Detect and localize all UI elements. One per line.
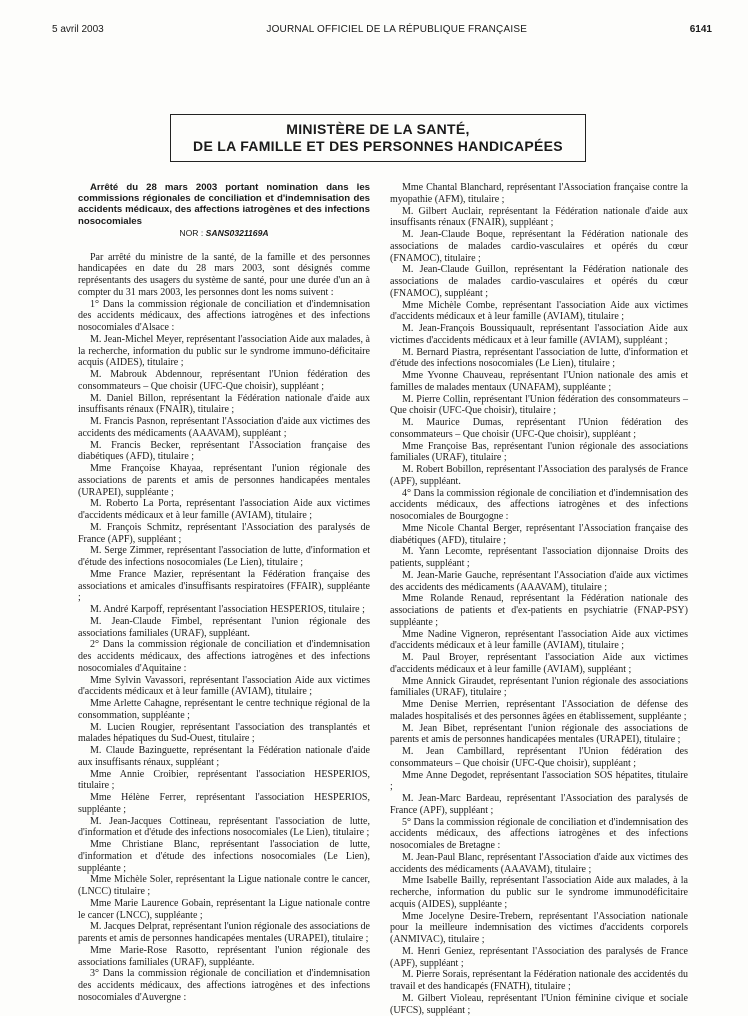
appointment-paragraph: M. Francis Becker, représentant l'Association française des diabétiques (AFD), titulaire ; <box>78 439 370 463</box>
appointment-paragraph: Mme Nadine Vigneron, représentant l'association Aide aux victimes d'accidents médicaux et à leur famille (AVIAM), titulaire ; <box>390 628 688 652</box>
appointment-paragraph: Mme Yvonne Chauveau, représentant l'Union nationale des amis et familles de malades mentaux (UNAFAM), suppléante ; <box>390 370 688 393</box>
appointment-paragraph: M. Jean-Marie Gauche, représentant l'Association d'aide aux victimes des accidents des médicaments (AAAVAM), titulaire ; <box>390 569 688 593</box>
page-header <box>52 22 712 36</box>
appointment-paragraph: Mme Denise Merrien, représentant l'Association de défense des malades hospitalisés et des personnes âgées en établissement, suppléante ; <box>390 699 688 722</box>
appointment-paragraph: Mme Isabelle Bailly, représentant l'association Aide aux malades, à la recherche, information du public sur le syndrome immunodéficitaire acquis (AIDES), suppléante ; <box>390 875 688 910</box>
appointment-paragraph: M. Yann Lecomte, représentant l'association dijonnaise Droits des patients, suppléant ; <box>390 546 688 569</box>
ministry-heading-box <box>170 114 586 162</box>
appointment-paragraph: M. Francis Pasnon, représentant l'Association d'aide aux victimes des accidents des médicaments (AAAVAM), suppléant ; <box>78 416 370 439</box>
appointment-paragraph: M. Jean-Paul Blanc, représentant l'Association d'aide aux victimes des accidents des médicaments (AAAVAM), titulaire ; <box>390 851 688 875</box>
appointment-paragraph: M. Jacques Delprat, représentant l'union régionale des associations de parents et amis de personnes handicapées mentales (URAPEI), titulaire ; <box>78 921 370 945</box>
appointment-paragraph: Mme Christiane Blanc, représentant l'association de lutte, d'information et d'étude des infections nosocomiales (Le Lien), suppléante ; <box>78 839 370 874</box>
appointment-paragraph: M. Lucien Rougier, représentant l'association des transplantés et malades hépatiques du Sud-Ouest, titulaire ; <box>78 721 370 745</box>
appointment-paragraph: Mme Marie-Rose Rasotto, représentant l'union régionale des associations familiales (URAF), suppléante. <box>78 944 370 968</box>
appointment-paragraph: M. Mabrouk Abdennour, représentant l'Union fédération des consommateurs – Que choisir (UFC-Que choisir), suppléant ; <box>78 369 370 392</box>
appointment-paragraph: Mme France Mazier, représentant la Fédération française des associations et amicales d'insuffisants respiratoires (FFAIR), suppléante ; <box>78 568 370 604</box>
appointment-paragraph: M. Henri Geniez, représentant l'Association des paralysés de France (APF), suppléant ; <box>390 945 688 969</box>
appointment-paragraph: M. André Karpoff, représentant l'association HESPERIOS, titulaire ; <box>90 604 365 616</box>
appointment-paragraph: Mme Françoise Khayaa, représentant l'union régionale des associations de parents et amis de personnes handicapées mentales (URAPEI), suppléante ; <box>78 463 370 498</box>
nor-label: NOR : <box>179 227 204 238</box>
appointment-paragraph: Mme Annick Giraudet, représentant l'union régionale des associations familiales (URAF), titulaire ; <box>390 675 688 699</box>
appointment-paragraph: M. Maurice Dumas, représentant l'Union fédération des consommateurs – Que choisir (UFC-Que choisir), suppléant ; <box>390 417 688 440</box>
appointment-paragraph: Mme Jocelyne Desire-Trebern, représentant l'Association nationale pour la meilleure indemnisation des victimes d'accidents corporels (ANMIVAC), titulaire ; <box>390 910 688 945</box>
right-column-body <box>390 182 688 1016</box>
nor-reference <box>78 228 370 240</box>
appointment-paragraph: M. Jean Cambillard, représentant l'Union fédération des consommateurs – Que choisir (UFC-Que choisir), suppléant ; <box>390 746 688 769</box>
appointment-paragraph: 1° Dans la commission régionale de conciliation et d'indemnisation des accidents médicaux, des affections iatrogènes et des infections nosocomiales d'Alsace : <box>78 298 370 334</box>
right-column <box>390 182 688 1016</box>
ministry-heading-line-2: DE LA FAMILLE ET DES PERSONNES HANDICAPÉES <box>193 138 563 154</box>
appointment-paragraph: M. Jean-François Boussiquault, représentant l'association Aide aux victimes d'accidents médicaux et à leur famille (AVIAM), suppléant ; <box>390 323 688 346</box>
appointment-paragraph: 4° Dans la commission régionale de conciliation et d'indemnisation des accidents médicaux, des affections iatrogènes et des infections nosocomiales de Bourgogne : <box>390 487 688 522</box>
appointment-paragraph: Mme Rolande Renaud, représentant la Fédération nationale des associations de patients et d'ex-patients en psychiatrie (FNAP-PSY) suppléante ; <box>390 593 688 628</box>
appointment-paragraph: M. Paul Broyer, représentant l'association Aide aux victimes d'accidents médicaux et à leur famille (AVIAM), suppléant ; <box>390 652 688 675</box>
appointment-paragraph: M. Bernard Piastra, représentant l'association de lutte, d'information et d'étude des infections nosocomiales (Le Lien), titulaire ; <box>390 346 688 370</box>
left-column <box>78 182 370 1003</box>
appointment-paragraph: M. Gilbert Auclair, représentant la Fédération nationale d'aide aux insuffisants rénaux (FNAIR), suppléant ; <box>390 205 688 229</box>
appointment-paragraph: Mme Hélène Ferrer, représentant l'association HESPERIOS, suppléante ; <box>78 792 370 815</box>
appointment-paragraph: Mme Annie Croibier, représentant l'association HESPERIOS, titulaire ; <box>78 768 370 792</box>
appointment-paragraph: Mme Nicole Chantal Berger, représentant l'Association française des diabétiques (AFD), titulaire ; <box>390 522 688 546</box>
appointment-paragraph: M. Jean-Michel Meyer, représentant l'association Aide aux malades, à la recherche, information du public sur le syndrome immuno-déficitaire acquis (AIDES), titulaire ; <box>78 333 370 369</box>
appointment-paragraph: Mme Marie Laurence Gobain, représentant la Ligue nationale contre le cancer (LNCC), suppléante ; <box>78 897 370 921</box>
appointment-paragraph: M. Jean-Claude Guillon, représentant la Fédération nationale des associations de malades cardio-vasculaires et opérés du cœur (FNAMOC), suppléant ; <box>390 264 688 299</box>
ministry-heading-line-1: MINISTÈRE DE LA SANTÉ, <box>286 121 470 137</box>
appointment-paragraph: Mme Anne Degodet, représentant l'association SOS hépatites, titulaire ; <box>390 769 688 793</box>
appointment-paragraph: M. Robert Bobillon, représentant l'Association des paralysés de France (APF), suppléant. <box>390 464 688 487</box>
appointment-paragraph: M. Jean-Claude Fimbel, représentant l'union régionale des associations familiales (URAF), suppléant. <box>78 615 370 639</box>
appointment-paragraph: M. Jean-Marc Bardeau, représentant l'Association des paralysés de France (APF), suppléant ; <box>390 793 688 816</box>
publication-date: 5 avril 2003 <box>52 23 104 35</box>
appointment-paragraph: Mme Michèle Combe, représentant l'association Aide aux victimes d'accidents médicaux et à leur famille (AVIAM), titulaire ; <box>390 299 688 323</box>
appointment-paragraph: M. Pierre Collin, représentant l'Union fédération des consommateurs – Que choisir (UFC-Que choisir), titulaire ; <box>390 393 688 417</box>
appointment-paragraph: Mme Arlette Cahagne, représentant le centre technique régional de la consommation, suppléante ; <box>78 698 370 721</box>
appointment-paragraph: Mme Sylvin Vavassori, représentant l'association Aide aux victimes d'accidents médicaux et à leur famille (AVIAM), titulaire ; <box>78 674 370 698</box>
appointment-paragraph: M. Jean Bibet, représentant l'union régionale des associations de parents et amis de personnes handicapées mentales (URAPEI), titulaire ; <box>390 722 688 746</box>
journal-title: JOURNAL OFFICIEL DE LA RÉPUBLIQUE FRANÇAISE <box>266 23 528 35</box>
page-number: 6141 <box>689 23 712 35</box>
appointment-paragraph: M. Pierre Sorais, représentant la Fédération nationale des accidentés du travail et des handicapés (FNATH), titulaire ; <box>390 969 688 992</box>
appointment-paragraph: M. Roberto La Porta, représentant l'association Aide aux victimes d'accidents médicaux et à leur famille (AVIAM), titulaire ; <box>78 498 370 522</box>
appointment-paragraph: M. François Schmitz, représentant l'Association des paralysés de France (APF), suppléant ; <box>78 521 370 545</box>
left-column-body <box>78 252 370 1004</box>
appointment-paragraph: M. Jean-Jacques Cottineau, représentant l'association de lutte, d'information et d'étude des infections nosocomiales (Le Lien), titulaire ; <box>78 815 370 839</box>
appointment-paragraph: M. Claude Bazinguette, représentant la Fédération nationale d'aide aux insuffisants rénaux, suppléant ; <box>78 745 370 768</box>
appointment-paragraph: M. Daniel Billon, représentant la Fédération nationale d'aide aux insuffisants rénaux (FNAIR), titulaire ; <box>78 392 370 416</box>
nor-code: SANS0321169A <box>205 227 269 238</box>
appointment-paragraph: 2° Dans la commission régionale de conciliation et d'indemnisation des accidents médicaux, des affections iatrogènes et des infections nosocomiales d'Aquitaine : <box>78 639 370 674</box>
appointment-paragraph: M. Gilbert Violeau, représentant l'Union féminine civique et sociale (UFCS), suppléant ; <box>390 992 688 1016</box>
appointment-paragraph: Mme Chantal Blanchard, représentant l'Association française contre la myopathie (AFM), titulaire ; <box>390 182 688 205</box>
appointment-paragraph: Par arrêté du ministre de la santé, de la famille et des personnes handicapées en date du 28 mars 2003, sont désignés comme représentants des usagers du système de santé, pour une durée d'un an à compter du 31 mars 2003, les personnes dont les noms suivent : <box>78 251 370 298</box>
appointment-paragraph: Mme Michèle Soler, représentant la Ligue nationale contre le cancer, (LNCC) titulaire ; <box>78 874 370 898</box>
decree-title: Arrêté du 28 mars 2003 portant nomination dans les commissions régionales de conciliation et d'indemnisation des accidents médicaux, des affections iatrogènes et des infections nosocomiales <box>78 182 370 227</box>
appointment-paragraph: 3° Dans la commission régionale de conciliation et d'indemnisation des accidents médicaux, des affections iatrogènes et des infections nosocomiales d'Auvergne : <box>78 968 370 1003</box>
appointment-paragraph: 5° Dans la commission régionale de conciliation et d'indemnisation des accidents médicaux, des affections iatrogènes et des infections nosocomiales de Bretagne : <box>390 816 688 851</box>
appointment-paragraph: M. Serge Zimmer, représentant l'association de lutte, d'information et d'étude des infections nosocomiales (Le Lien), titulaire ; <box>78 545 370 569</box>
appointment-paragraph: M. Jean-Claude Boque, représentant la Fédération nationale des associations de malades cardio-vasculaires et opérés du cœur (FNAMOC), titulaire ; <box>390 229 688 264</box>
appointment-paragraph: Mme Françoise Bas, représentant l'union régionale des associations familiales (URAF), titulaire ; <box>390 440 688 464</box>
